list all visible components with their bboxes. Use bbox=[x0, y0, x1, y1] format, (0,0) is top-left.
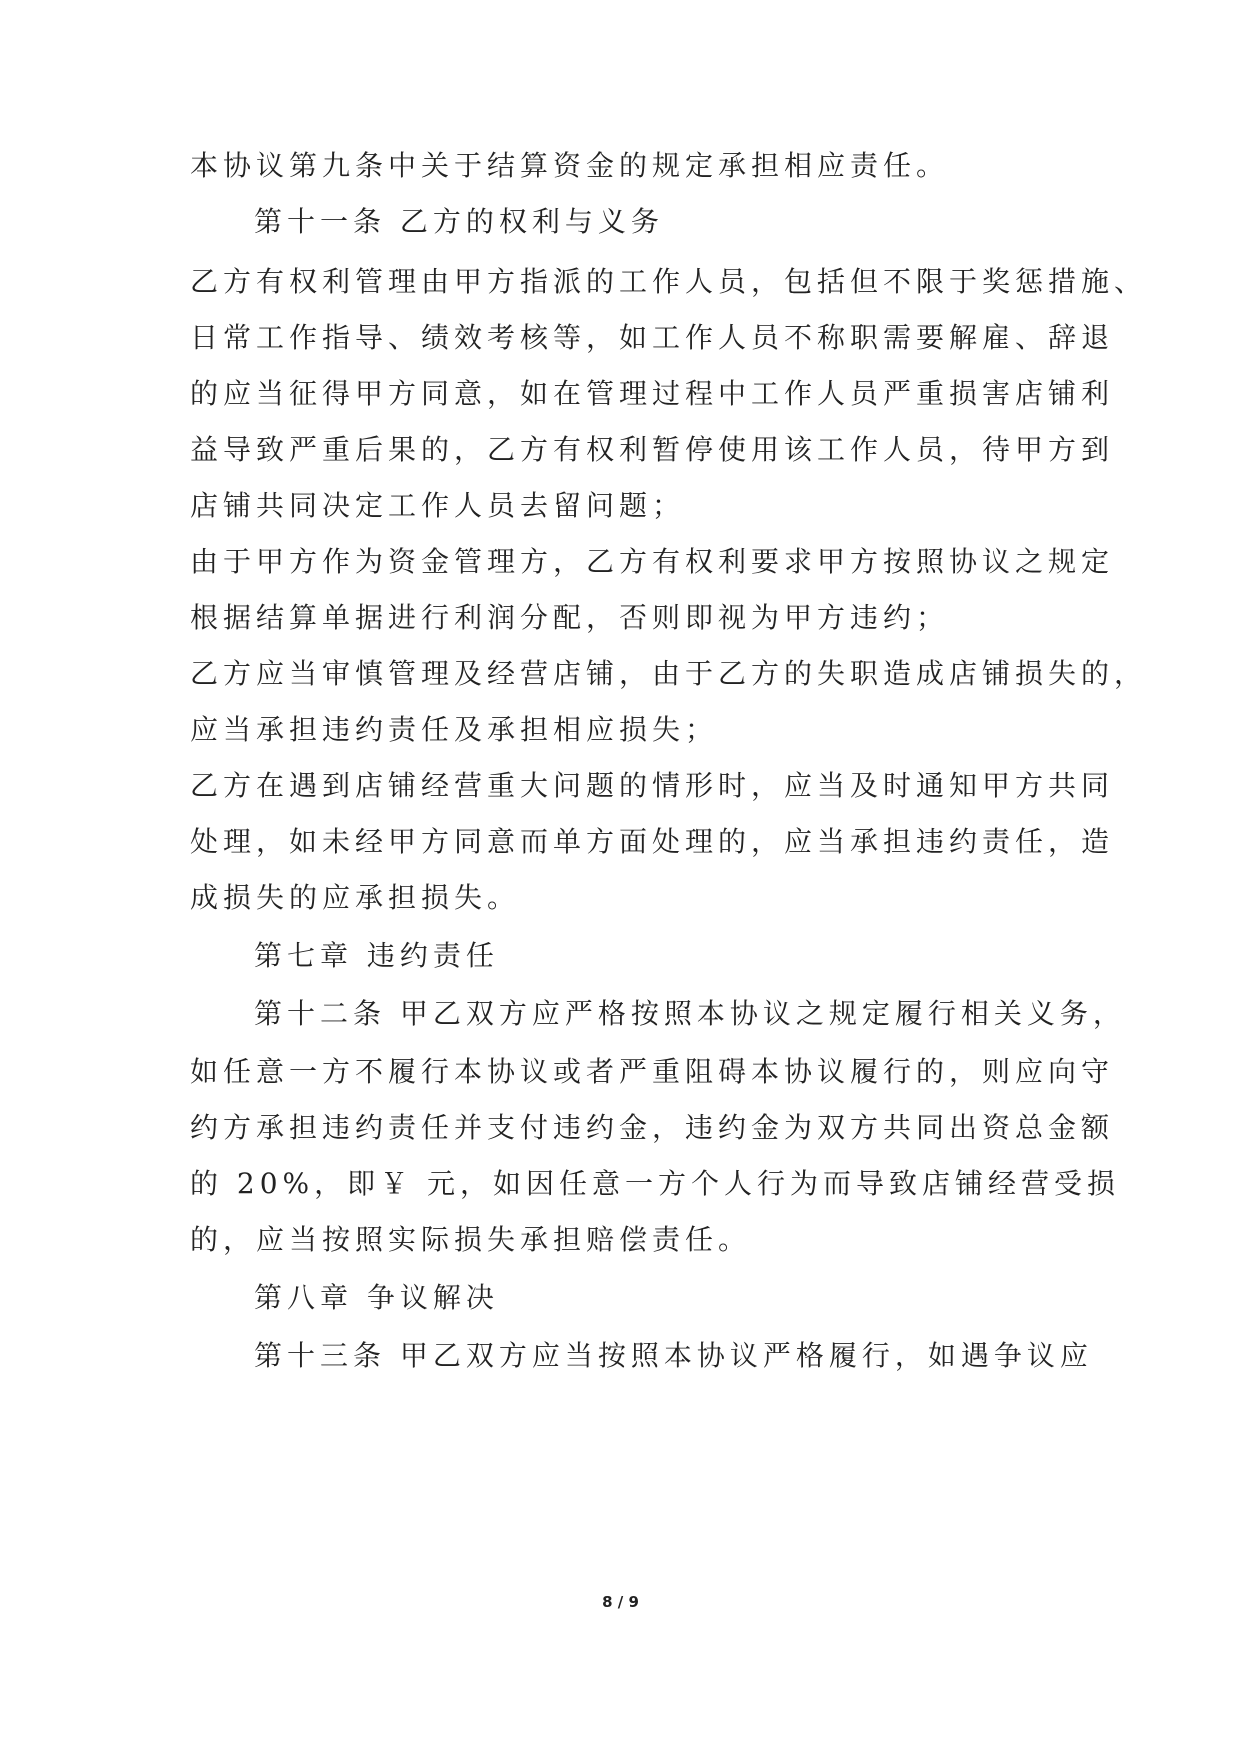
body-text-line: 益导致严重后果的，乙方有权利暂停使用该工作人员，待甲方到 bbox=[190, 433, 1115, 466]
body-text-line: 成损失的应承担损失。 bbox=[190, 881, 521, 914]
body-text-line: 根据结算单据进行利润分配，否则即视为甲方违约； bbox=[190, 601, 950, 634]
body-text-line: 约方承担违约责任并支付违约金，违约金为双方共同出资总金额 bbox=[190, 1111, 1115, 1144]
body-text-line: 乙方在遇到店铺经营重大问题的情形时，应当及时通知甲方共同 bbox=[190, 769, 1115, 802]
article-heading: 第十一条 乙方的权利与义务 bbox=[254, 205, 664, 238]
body-text-line: 的，应当按照实际损失承担赔偿责任。 bbox=[190, 1223, 752, 1256]
body-text-line: 的 20%，即￥ 元，如因任意一方个人行为而导致店铺经营受损 bbox=[190, 1167, 1121, 1200]
body-text-line: 由于甲方作为资金管理方，乙方有权利要求甲方按照协议之规定 bbox=[190, 545, 1115, 578]
body-text-line: 本协议第九条中关于结算资金的规定承担相应责任。 bbox=[190, 149, 950, 182]
body-text-line: 乙方应当审慎管理及经营店铺，由于乙方的失职造成店铺损失的， bbox=[190, 657, 1148, 690]
chapter-heading: 第七章 违约责任 bbox=[254, 939, 499, 972]
body-text-line: 处理，如未经甲方同意而单方面处理的，应当承担违约责任，造 bbox=[190, 825, 1115, 858]
body-text-line: 店铺共同决定工作人员去留问题； bbox=[190, 489, 686, 522]
body-text-line: 应当承担违约责任及承担相应损失； bbox=[190, 713, 719, 746]
page-number: 8 / 9 bbox=[602, 1593, 639, 1611]
chapter-heading: 第八章 争议解决 bbox=[254, 1281, 499, 1314]
article-heading: 第十二条 甲乙双方应严格按照本协议之规定履行相关义务， bbox=[254, 997, 1126, 1030]
article-heading: 第十三条 甲乙双方应当按照本协议严格履行，如遇争议应 bbox=[254, 1339, 1093, 1372]
body-text-line: 的应当征得甲方同意，如在管理过程中工作人员严重损害店铺利 bbox=[190, 377, 1115, 410]
body-text-line: 日常工作指导、绩效考核等，如工作人员不称职需要解雇、辞退 bbox=[190, 321, 1115, 354]
body-text-line: 如任意一方不履行本协议或者严重阻碍本协议履行的，则应向守 bbox=[190, 1055, 1115, 1088]
body-text-line: 乙方有权利管理由甲方指派的工作人员，包括但不限于奖惩措施、 bbox=[190, 265, 1148, 298]
